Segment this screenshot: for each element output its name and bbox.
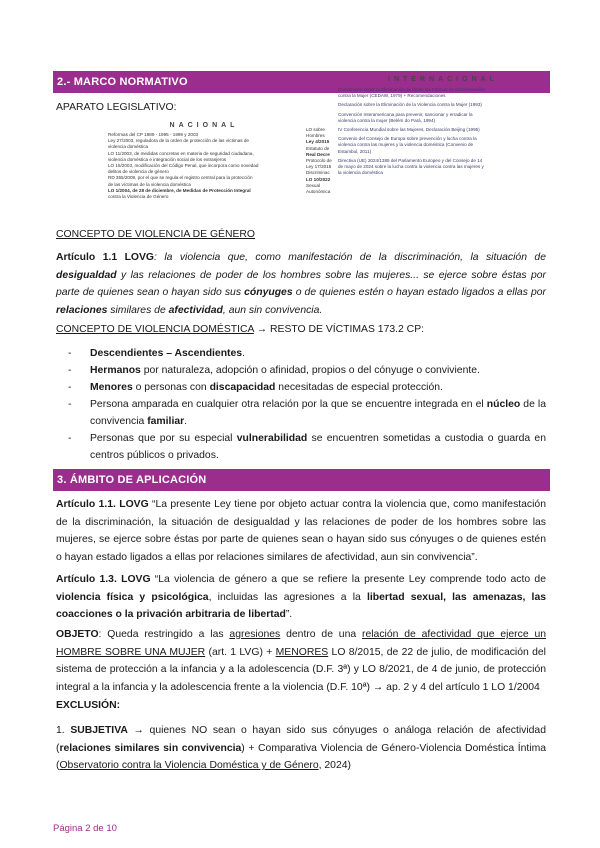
item-number: 1. <box>56 725 71 736</box>
text-bold: afectividad <box>168 304 223 316</box>
objeto-label: OBJETO <box>56 629 99 640</box>
int-line: Convención sobre la Eliminación de todas las Formas de Discriminación <box>338 87 486 92</box>
nac-side-line: Sexual <box>306 182 321 188</box>
item-text: . <box>184 415 188 427</box>
nacional-side-column <box>306 127 342 217</box>
item-text: Personas que por su especial <box>90 433 237 444</box>
nac-line: de las víctimas de la violencia doméstica <box>108 181 191 187</box>
bullet-dash: - <box>68 399 72 410</box>
list-item <box>56 346 546 363</box>
exclusion-text: , 2024) <box>318 760 351 771</box>
objeto-underlined: relación de afectividad que ejerce un HOMBRE SOBRE UNA MUJER <box>56 629 547 658</box>
exclusion-text: ) + Comparativa Violencia de Género-Violencia Doméstica Íntima ( <box>56 742 547 771</box>
item-bold: Menores <box>90 382 133 393</box>
aparato-legislativo-label: APARATO LEGISLATIVO: <box>56 102 177 113</box>
int-line: Declaración sobre la Eliminación de la Violencia contra la Mujer (1993) <box>338 102 482 108</box>
nac-line: violencia doméstica <box>108 144 149 150</box>
articulo-1-3-paragraph <box>56 571 546 624</box>
int-line: la violencia doméstica <box>338 170 383 176</box>
section-heading-ambito-aplicacion: 3. ÁMBITO DE APLICACIÓN <box>53 469 550 491</box>
item-text: o personas con <box>132 382 210 393</box>
item-text: de la convivencia <box>90 399 547 427</box>
nac-side-line: Autonómica <box>306 189 331 195</box>
bullet-dash: - <box>68 382 72 393</box>
item-bold: núcleo <box>486 399 521 410</box>
int-line: de mayo de 2024 sobre la lucha contra la violencia contra las mujeres y <box>338 164 484 170</box>
nac-line: Ley 27/2003, reguladora de la orden de protección de las víctimas de <box>108 138 249 144</box>
exclusion-text: → quienes NO sean o hayan sido sus cónyuges o análoga relación de afectividad ( <box>56 725 546 754</box>
int-line: Directiva (UE) 2024/1385 del Parlamento Europeo y del Consejo de 14 <box>338 157 483 163</box>
concepto-vd-rest: → RESTO DE VÍCTIMAS 173.2 CP: <box>253 324 425 335</box>
concepto-vg-heading: CONCEPTO DE VIOLENCIA DE GÉNERO <box>56 229 256 240</box>
nacional-legislation-image <box>108 122 300 218</box>
exclusion-bold: relaciones similares sin convivencia <box>59 742 242 754</box>
objeto-text: dentro de una <box>280 629 362 640</box>
nac-line: LO 1/2004, de 28 de diciembre, de Medidas de Protección Integral <box>108 187 251 193</box>
nac-line: delitos de violencia de género <box>108 169 169 175</box>
text-bold: cónyuges <box>244 287 293 298</box>
int-line: Convenio del Consejo de Europa sobre prevención y lucha contra la <box>338 136 477 142</box>
internacional-legislation-image <box>338 76 548 186</box>
list-item <box>56 431 546 465</box>
int-line: IV Conferencia Mundial sobre las Mujeres, Declaración Beijing (1995) <box>338 127 480 133</box>
bullet-dash: - <box>68 433 72 444</box>
nac-line: LO 15/2003, modificación del Código Penal, que incorpora como novedad <box>108 163 259 169</box>
item-bold: Descendientes – Ascendientes <box>90 348 243 359</box>
nac-line: contra la Violencia de Género <box>108 194 169 200</box>
list-item <box>56 397 546 431</box>
objeto-paragraph <box>56 626 546 696</box>
item-bold: Hermanos <box>90 365 141 376</box>
art-1-1-label: Artículo 1.1 LOVG <box>56 252 155 263</box>
text-bold: relaciones <box>56 304 108 316</box>
item-text: . <box>242 348 245 359</box>
article-text: ”. <box>285 609 293 620</box>
bullet-dash: - <box>68 365 72 376</box>
concepto-vd-heading <box>56 321 546 339</box>
item-text: por naturaleza, adopción o afinidad, propios o del cónyuge o conviviente. <box>140 365 480 376</box>
text: similares de <box>107 304 169 316</box>
text: : la violencia que, como manifestación de la discriminación, la situación de <box>154 252 546 263</box>
article-bold: libertad sexual, las amenazas, las coacciones o la privación arbitraria de libertad <box>56 591 546 620</box>
objeto-text: : Queda restringido a las <box>98 629 230 640</box>
concepto-vd-title: CONCEPTO DE VIOLENCIA DOMÉSTICA <box>56 324 254 335</box>
article-text: , incluidas las agresiones a la <box>208 591 368 603</box>
text: y las relaciones de poder de los hombres sobre las mujeres... se ejerce sobre éstas por parte de quienes sean o hayan sido sus <box>56 269 546 298</box>
nac-side-line: Hombres <box>306 133 325 139</box>
nacional-header: NACIONAL <box>169 122 239 129</box>
page-number-footer: Página 2 de 10 <box>53 823 117 834</box>
text-bold: desigualdad <box>56 269 117 281</box>
int-line: violencia contra las mujeres y la violencia doméstica (Convenio de <box>338 142 474 148</box>
item-text: se encuentren sometidas a custodia o guarda en centros públicos o privados. <box>90 433 546 461</box>
int-line: contra la Mujer (CEDAW, 1979) + Recomendaciones <box>338 93 446 99</box>
exclusion-heading: EXCLUSIÓN: <box>56 700 121 711</box>
article-text: “La presente Ley tiene por objeto actuar contra la violencia que, como manifestación de la discriminación, la situación de desigualdad y las relaciones de poder de los hombres sobre las mujeres, se ejerce sobre éstas por parte de quienes sean o hayan sido sus cónyuges o de quienes estén o hayan estado ligados a ellas por relaciones similares de afectividad, aun sin convivencia”. <box>56 499 546 563</box>
list-item <box>56 380 546 397</box>
objeto-text: LO 8/2015, de 22 de julio, de modificación del sistema de protección a la infancia y a la adolescencia (D.F. 3ª) y LO 8/2021, de 4 de junio, de protección integral a la infancia y la adolescencia frente a la violencia (D.F. 10ª) → ap. 2 y 4 del artículo 1 LO 1/2004 <box>56 646 546 693</box>
article-label: Artículo 1.1. LOVG <box>56 499 149 510</box>
nac-side-line: Ley 17/2015 <box>306 164 332 170</box>
section-heading-marco-normativo: 2.- MARCO NORMATIVO <box>53 71 550 93</box>
int-line: Estambul, 2011) <box>338 148 372 154</box>
list-item <box>56 363 546 380</box>
article-bold: violencia física y psicológica <box>56 591 209 603</box>
text: o de quienes estén o hayan estado ligados a ellas por <box>292 287 546 298</box>
item-text: necesitadas de especial protección. <box>275 382 443 393</box>
concepto-vg-paragraph <box>56 249 546 319</box>
item-text: Persona amparada en cualquier otra relación por la que se encuentre integrada en el <box>90 399 487 410</box>
item-bold: familiar <box>147 415 185 427</box>
article-text: “La violencia de género a que se refiere la presente Ley comprende todo acto de <box>150 574 546 585</box>
objeto-text: (art. 1 LVG) + <box>205 646 276 658</box>
article-label: Artículo 1.3. LOVG <box>56 574 151 585</box>
nac-side-line: Protocolo de <box>306 158 332 164</box>
nac-side-line: Real Decre <box>306 151 330 157</box>
nac-line: violencia doméstica e integración social de los extranjeros <box>108 156 227 162</box>
nac-side-line: Discriminac <box>306 170 330 176</box>
text: , aun sin convivencia. <box>222 304 323 316</box>
internacional-header: INTERNACIONAL <box>388 76 498 83</box>
observatorio-link: Observatorio contra la Violencia Doméstica y de Género <box>59 760 319 771</box>
nac-line: RD 355/2009, por el que se regula el registro central para la protección <box>108 175 253 181</box>
item-bold: vulnerabilidad <box>236 433 308 444</box>
int-line: Convención Interamericana para prevenir, sancionar y erradicar la <box>338 111 473 117</box>
exclusion-subjetiva-paragraph <box>56 722 546 775</box>
objeto-underlined: MENORES <box>275 646 329 658</box>
item-bold: discapacidad <box>209 382 276 393</box>
objeto-underlined: agresiones <box>229 629 281 640</box>
bullet-dash: - <box>68 348 72 359</box>
articulo-1-1-paragraph <box>56 496 546 566</box>
nac-side-line: LO 10/2022 <box>306 176 331 182</box>
nac-side-line: Estatuto de <box>306 145 330 151</box>
int-line: violencia contra la mujer (Belém do Pará, 1994) <box>338 117 436 123</box>
subjetiva-label: SUBJETIVA <box>70 725 128 736</box>
nac-line: Reformas del CP 1989 - 1995 - 1999 y 2003 <box>108 132 199 137</box>
nac-side-line: Ley 4/2015 <box>306 139 330 145</box>
nac-line: LO 11/2003, de medidas concretas en materia de seguridad ciudadana, <box>108 150 254 156</box>
nac-side-line: LO sobre <box>306 127 325 132</box>
